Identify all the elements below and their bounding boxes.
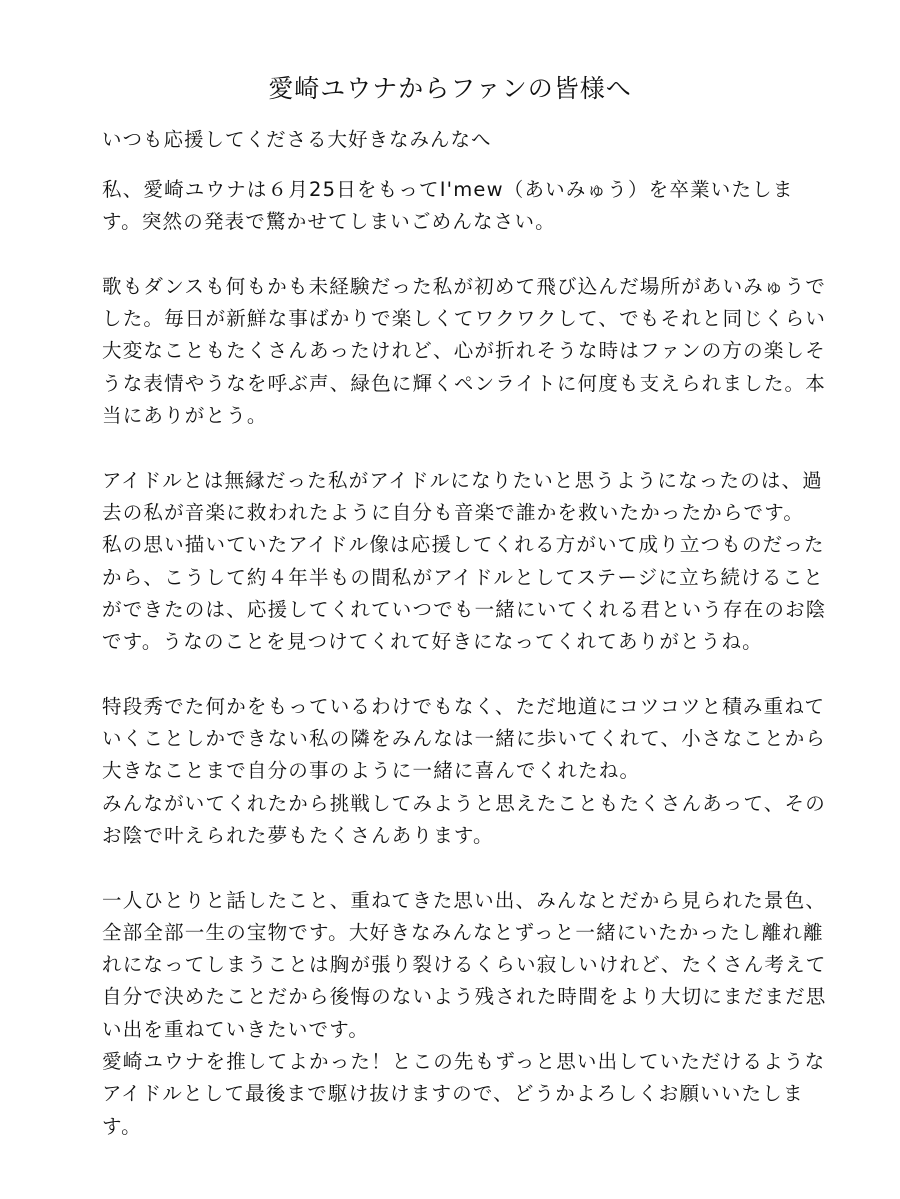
letter-paragraph	[102, 271, 827, 432]
paragraph-line: アイドルとして最後まで駆け抜けますので、どうかよろしくお願いいたしま	[102, 1082, 804, 1106]
paragraph-line: 大きなことまで自分の事のように一緒に喜んでくれたね。	[102, 759, 641, 783]
paragraph-line: 私の思い描いていたアイドル像は応援してくれる方がいて成り立つものだった	[102, 533, 825, 557]
letter-paragraph	[102, 174, 814, 239]
paragraph-line: アイドルとは無縁だった私がアイドルになりたいと思うようになったのは、過	[102, 468, 823, 492]
paragraph-line: 当にありがとう。	[102, 404, 268, 428]
letter-paragraph	[102, 465, 827, 659]
paragraph-line: いくことしかできない私の隣をみんなは一緒に歩いてくれて、小さなことから	[102, 727, 827, 751]
paragraph-line: 去の私が音楽に救われたように自分も音楽で誰かを救いたかったからです。	[102, 500, 805, 524]
paragraph-line: 自分で決めたことだから後悔のないよう残された時間をより大切にまだまだ思	[102, 985, 827, 1009]
paragraph-line: れになってしまうことは胸が張り裂けるくらい寂しいけれど、たくさん考えて	[102, 953, 827, 977]
paragraph-line: 愛崎ユウナを推してよかった！とこの先もずっと思い出していただけるような	[102, 1050, 826, 1074]
paragraph-line: した。毎日が新鮮な事ばかりで楽しくてワクワクして、でもそれと同じくらい	[102, 307, 827, 331]
paragraph-line: 歌もダンスも何もかも未経験だった私が初めて飛び込んだ場所があいみゅうで	[102, 274, 827, 298]
paragraph-line: お陰で叶えられた夢もたくさんあります。	[102, 823, 494, 847]
paragraph-line: です。うなのことを見つけてくれて好きになってくれてありがとうね。	[102, 630, 763, 654]
paragraph-line: す。突然の発表で驚かせてしまいごめんなさい。	[102, 210, 556, 234]
letter-paragraph	[102, 885, 827, 1143]
paragraph-line: ができたのは、応援してくれていつでも一緒にいてくれる君という存在のお陰	[102, 597, 827, 621]
letter-greeting: いつも応援してくださる大好きなみんなへ	[102, 128, 492, 151]
paragraph-line: 特段秀でた何かをもっているわけでもなく、ただ地道にコツコツと積み重ねて	[102, 694, 826, 718]
paragraph-line: から、こうして約４年半もの間私がアイドルとしてステージに立ち続けること	[102, 565, 824, 589]
paragraph-line: 一人ひとりと話したこと、重ねてきた思い出、みんなとだから見られた景色、	[102, 888, 827, 912]
paragraph-line: みんながいてくれたから挑戦してみようと思えたこともたくさんあって、その	[102, 791, 826, 815]
paragraph-line: うな表情やうなを呼ぶ声、緑色に輝くペンライトに何度も支えられました。本	[102, 371, 826, 395]
paragraph-line: い出を重ねていきたいです。	[102, 1017, 370, 1041]
letter-title: 愛崎ユウナからファンの皆様へ	[268, 74, 632, 103]
paragraph-line: 全部全部一生の宝物です。大好きなみんなとずっと一緒にいたかったし離れ離	[102, 920, 824, 944]
paragraph-line: す。	[102, 1114, 142, 1138]
letter-body	[102, 174, 827, 1175]
paragraph-line: 大変なこともたくさんあったけれど、心が折れそうな時はファンの方の楽しそ	[102, 339, 826, 363]
paragraph-line: 私、愛崎ユウナは６月25日をもってI'mew（あいみゅう）を卒業いたしま	[102, 178, 794, 201]
letter-paragraph	[102, 691, 827, 852]
